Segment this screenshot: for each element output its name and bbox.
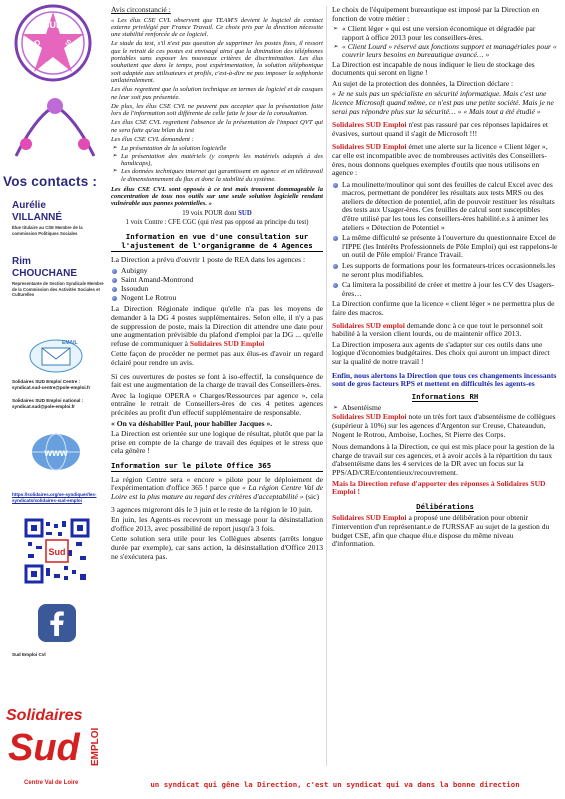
confirme-text: La Direction confirme que la licence « client léger » ne permettra plus de faire des macros. <box>332 299 555 317</box>
contact-last-name: VILLANNÉ <box>12 212 62 223</box>
protection-text: Au sujet de la protection des données, la Direction déclare : <box>332 78 514 88</box>
stockage-text: La Direction est incapable de nous indiquer le lieu de stockage des documents qui seront en ligne ! <box>332 59 535 78</box>
avis-paragraph: Le stade du test, s'il n'est pas question de supprimer les postes fixes, il ressort que le retrait de ces postes est envisagé ainsi que la diminution des téléphones portables sans exposer les nouveaux critères de discrimination. Les élus souhaitent que dans le temps, post expérimentation, la solution téléphonique soit adaptée aux utilisateurs et profils, c'est-à-dire ne pas imposer la softphonie unilatéralement. <box>111 40 323 84</box>
svg-text:Centre Val de Loire: Centre Val de Loire <box>24 780 79 786</box>
svg-text:Sud: Sud <box>8 727 80 769</box>
contact-email-national[interactable]: Solidaires SUD Emploi national : syndicat.sud@pole-emploi.fr <box>12 398 84 409</box>
avis-title: Avis circonstancié : <box>111 5 171 14</box>
contact-first-name: Aurélie <box>12 200 46 211</box>
list-item: ➢ La présentation des matériels (y compris les matériels adaptés à des handicaps), <box>121 153 323 168</box>
rea-quote: « On va déshabiller Paul, pour habiller Jacques ». <box>111 418 273 428</box>
delib-heading: Délibérations <box>416 501 474 511</box>
right-column <box>332 6 558 551</box>
list-item: ➢ Absentéisme <box>342 404 558 413</box>
list-item: La moulinette/moulinor qui sont des feuilles de calcul Excel avec des macros, permettant de pondérer les résultats aux tests MRS ou des ateliers de détection de potentiel, afin de pouvoir restituer les résultats des tests aux Usager-ères. Ces feuilles de calcul sont susceptibles d'être utilisé par les tous les conseillers-ères habilité.e.s à animer les ateliers « Détection de Potentiel » <box>342 181 558 233</box>
vote-pour-sud: SUD <box>238 209 252 217</box>
contact-aurelie <box>12 200 104 236</box>
svg-text:EMPLOI: EMPLOI <box>90 727 101 766</box>
avis-conclusion: Les élus CSE CVL sont opposés à ce test mais trouvent dommageable la concentration de tous nos outils sur une seule solution logicielle rendant vulnérable aux pannes potentielles. » <box>111 185 323 208</box>
rassure-text: Solidaires SUD Emploi n'est pas rassuré par ces réponses lapidaires et évasives, surtout quand il s'agit de Microsoft !!! <box>332 120 548 138</box>
list-item: ➢ La présentation de la solution logicielle <box>121 145 323 152</box>
demande-text: Solidaires SUD emploi demande donc à ce que tout le personnel soit habilité à la version client lourds, ou de maintenir office 2013. <box>332 320 543 339</box>
svg-text:SUD: SUD <box>23 37 43 54</box>
list-item: ➢ « Client Lourd » réservé aux fonctions support et managériales pour « couvrir leurs besoins en bureautique avancé… » <box>342 43 558 60</box>
sud-mention: Solidaires SUD Emploi <box>332 412 407 422</box>
pilote-heading: Information sur le pilote Office 365 <box>111 461 323 472</box>
contact-rim <box>12 256 104 298</box>
pilote-paragraph-3: En juin, les Agents-es recevront un message pour la désinstallation d'office 2013, avec possibilité de report jusqu'à 3 fois. <box>111 515 323 533</box>
sud-mention: Solidaires SUD Emploi <box>332 142 407 152</box>
footer-slogan: un syndicat qui gêne la Direction, c'est un syndicat qui va dans la bonne direction <box>150 780 520 789</box>
sud-mention: Solidaires SUD Emploi <box>332 120 407 130</box>
contact-role: Representante de Section Syndicale Membre de la Commission des Activités Sociales et Culturelles <box>12 281 104 298</box>
list-item: ➢ Les données techniques internet qui garantissent en agence et en télétravail le dimensionnement du flux et donc la stabilité du système. <box>121 168 323 183</box>
list-item: Issoudun <box>121 285 323 294</box>
solidaires-sud-emploi-logo <box>2 700 106 790</box>
svg-text:Solidaires: Solidaires <box>6 707 83 724</box>
delib-text: Solidaires SUD Emploi a proposé une délibération pour obtenir l'intervention d'un représentant.e de l'URSSAF au sujet de la gestion du budget CSE, afin que chaque élu.e dispose du même niveau d'information. <box>332 513 550 549</box>
contacts-title: Vos contacts : <box>3 174 98 189</box>
contact-first-name: Rim <box>12 256 31 267</box>
rea-paragraph-3: Si ces ouvertures de postes se font à iso-effectif, la conséquence de fait est une augmentation de la charge de travail des Conseillers-ères. <box>111 371 323 390</box>
rea-paragraph-4: Avec la logique OPERA « Charges/Ressources par agence », cela entraîne le retrait de Conseillers-ères de ces 4 petites agences précitées au profit d'un effectif supplémentaire de responsable. <box>111 390 323 417</box>
sidebar <box>0 0 106 799</box>
rea-agencies-list <box>111 267 323 303</box>
vote-pour <box>111 210 323 218</box>
www-globe-icon <box>30 432 82 472</box>
absenteisme-text: Solidaires SUD Emploi note un très fort taux d'absentéisme de collègues (supérieur à 10%) sur les agences d'Argenton sur Creuse, Chateaudun, Nogent le Rotrou, Amboise, Loches, St Pierre des Corps. <box>332 412 556 439</box>
svg-text:SUD: SUD <box>44 61 62 70</box>
equip-intro: Le choix de l'équipement bureautique est imposé par la Direction en fonction de votre métier : <box>332 5 540 23</box>
svg-text:EMAIL: EMAIL <box>62 340 78 346</box>
avis-paragraph: « Les élus CSE CVL observent que TEAM'S devient le logiciel de contact externe privilégié par France Travail. Ce choix pris par la direction nécessite une stabilité renforcée de ce logiciel. <box>111 16 323 39</box>
rea-heading: Information en vue d'une consultation sur l'ajustement de l'organigramme de 4 Agences <box>111 232 323 252</box>
email-icon <box>28 334 84 374</box>
rea-paragraph-2: Cette façon de procéder ne permet pas aux élus-es d'avoir un regard éclairé pour rendre un avis. <box>111 349 323 367</box>
contact-email-centre[interactable]: Solidaires SUD Emploi Centre : syndicat.sud-centre@pole-emploi.fr <box>12 379 91 390</box>
sud-mention: Solidaires SUD Emploi <box>332 513 407 523</box>
facebook-label[interactable]: Sud Emploi Cvl <box>12 652 46 657</box>
contact-last-name: CHOUCHANE <box>12 268 77 279</box>
contact-role: Élue titulaire au CSE Membre de la commission Politiques Sociales <box>12 225 83 236</box>
avis-paragraph: Les élus CSE CVL demandent : <box>111 136 194 144</box>
outils-list <box>332 181 558 299</box>
protection-quote: « Je ne suis pas un spécialiste en sécurité informatique. Mais c'est une licence Microsoft quand même, ce n'est pas une petite société. Mais je ne serai pas répondre plus sur la sécurité… » « Mais tout a été étudié » <box>332 89 554 116</box>
svg-text:www: www <box>44 448 68 459</box>
solidarity-hands-icon <box>6 86 104 172</box>
list-item: Les supports de formations pour les formateurs-trices occasionnels.les ne seront plus modifiables. <box>342 262 558 279</box>
pilote-paragraph-4: Cette solution sera utile pour les Collègues absents (arrêts longue durée par exemple), car sans action, la désinstallation d'Office 2013 ne s'exécutera pas. <box>111 534 323 561</box>
pilote-paragraph-2: 3 agences migreront dès le 3 juin et le reste de la région le 10 juin. <box>111 504 313 514</box>
list-item: Nogent Le Rotrou <box>121 294 323 303</box>
sud-logo-icon <box>14 4 92 82</box>
refus-text: Mais la Direction refuse d'apporter des réponses à Solidaires SUD Emploi ! <box>332 478 546 497</box>
left-column <box>111 6 323 563</box>
equip-list <box>332 25 558 60</box>
website-link[interactable]: https://solidaires.org/se-syndiquer/les-syndicats/solidaires-sud-emploi <box>12 492 97 503</box>
alerte-text: Solidaires SUD Emploi émet une alerte sur la licence « Client léger », car elle est incompatible avec de nombreuses activités des Conseillers-ères, nous donnons quelques exemples d'outils que nous utilisons en agence : <box>332 142 548 178</box>
sud-mention: Solidaires SUD emploi <box>332 320 405 330</box>
list-item: Aubigny <box>121 267 323 276</box>
rea-paragraph-1: La Direction Régionale indique qu'elle n'a pas les moyens de demander à la DG 4 postes supplémentaires. Selon elle, il n'y a pas de suppression de poste, mais la Direction dit attendre une date pour une augmentation prévisible du plafond d'emploi par la DG ... qu'elle refuse de communiquer à Solidaires SUD Emploi <box>111 304 323 348</box>
gestion-text: Nous demandons à la Direction, ce qui est mis place pour la gestion de la charge de travail sur ces agences, et à avoir accès à la répartition du taux d'absentéisme dans les 4 services de la DR avec un focus sur la PPS/AD/CRE/contentieux/recouvrement. <box>332 442 555 477</box>
vote-pour-text: 19 voix POUR dont <box>182 209 239 217</box>
svg-text:Sud: Sud <box>48 547 66 557</box>
sud-mention: Solidaires SUD Emploi <box>189 338 265 348</box>
alertons-text: Enfin, nous alertons la Direction que tous ces changements incessants sont de gros facteurs RPS et mettent en difficultés les agents-es <box>332 370 557 389</box>
avis-paragraph: Les élus regrettent que la solution technique en termes de logiciel et de casques ne leur soit pas présentée. <box>111 86 323 101</box>
qr-code-icon <box>24 518 90 584</box>
rea-intro: La Direction a prévu d'ouvrir 1 poste de REA dans les agences : <box>111 254 306 264</box>
rea-paragraph-5: La Direction est orientée sur une logique de résultat, plutôt que par la prise en compte de la charge de travail des équipes et le stress que cela génère ! <box>111 429 323 456</box>
avis-paragraph: De plus, les élus CSE CVL ne peuvent pas accepter que la présentation faite lors de l'information soit différente de celle faite le jour de la consultation. <box>111 102 323 118</box>
column-divider <box>326 6 327 766</box>
facebook-icon[interactable] <box>38 604 76 642</box>
svg-text:SUD: SUD <box>63 37 83 54</box>
imposera-text: La Direction imposera aux agents de s'adapter sur ces outils dans une logique d'économies budgétaires. Des choix qui auront un impact direct sur la qualité de notre travail ! <box>332 339 550 366</box>
list-item: La même difficulté se présente à l'ouverture du questionnaire Excel de l'IPPE (les Intérêts Professionnels de Pôle Emploi) qui est rappelons-le un outil de Pôle emploi/ France Travail. <box>342 233 558 260</box>
vote-contre: 1 voix Contre : CFE CGC (qui n'est pas opposé au principe du test) <box>125 219 309 227</box>
avis-block <box>111 17 323 208</box>
rh-list <box>332 404 558 413</box>
avis-demands-list <box>111 145 323 182</box>
svg-text:SUD: SUD <box>43 20 63 30</box>
list-item: Saint Amand-Montrond <box>121 276 323 285</box>
avis-paragraph: Les élus CSE CVL regrettent l'absence de la présentation de l'impact QVT qui ne sera faite qu'au bilan du test <box>111 119 323 134</box>
list-item: ➢ « Client léger » qui est une version économique et dégradée par rapport à office 2013 pour les conseillers-ères. <box>342 25 558 42</box>
list-item: Ca limitera la possibilité de créer et mettre à jour les CV des Usagers-ères… <box>342 281 558 298</box>
pilote-paragraph-1: La région Centre sera « encore » pilote pour le déploiement de l'expérimentation d'office 365 ! parce que « La région Centre Val de Loire est la plus mature au regard des critères d'acceptabilité » (sic) <box>111 474 323 502</box>
rh-heading: Informations RH <box>411 391 479 401</box>
